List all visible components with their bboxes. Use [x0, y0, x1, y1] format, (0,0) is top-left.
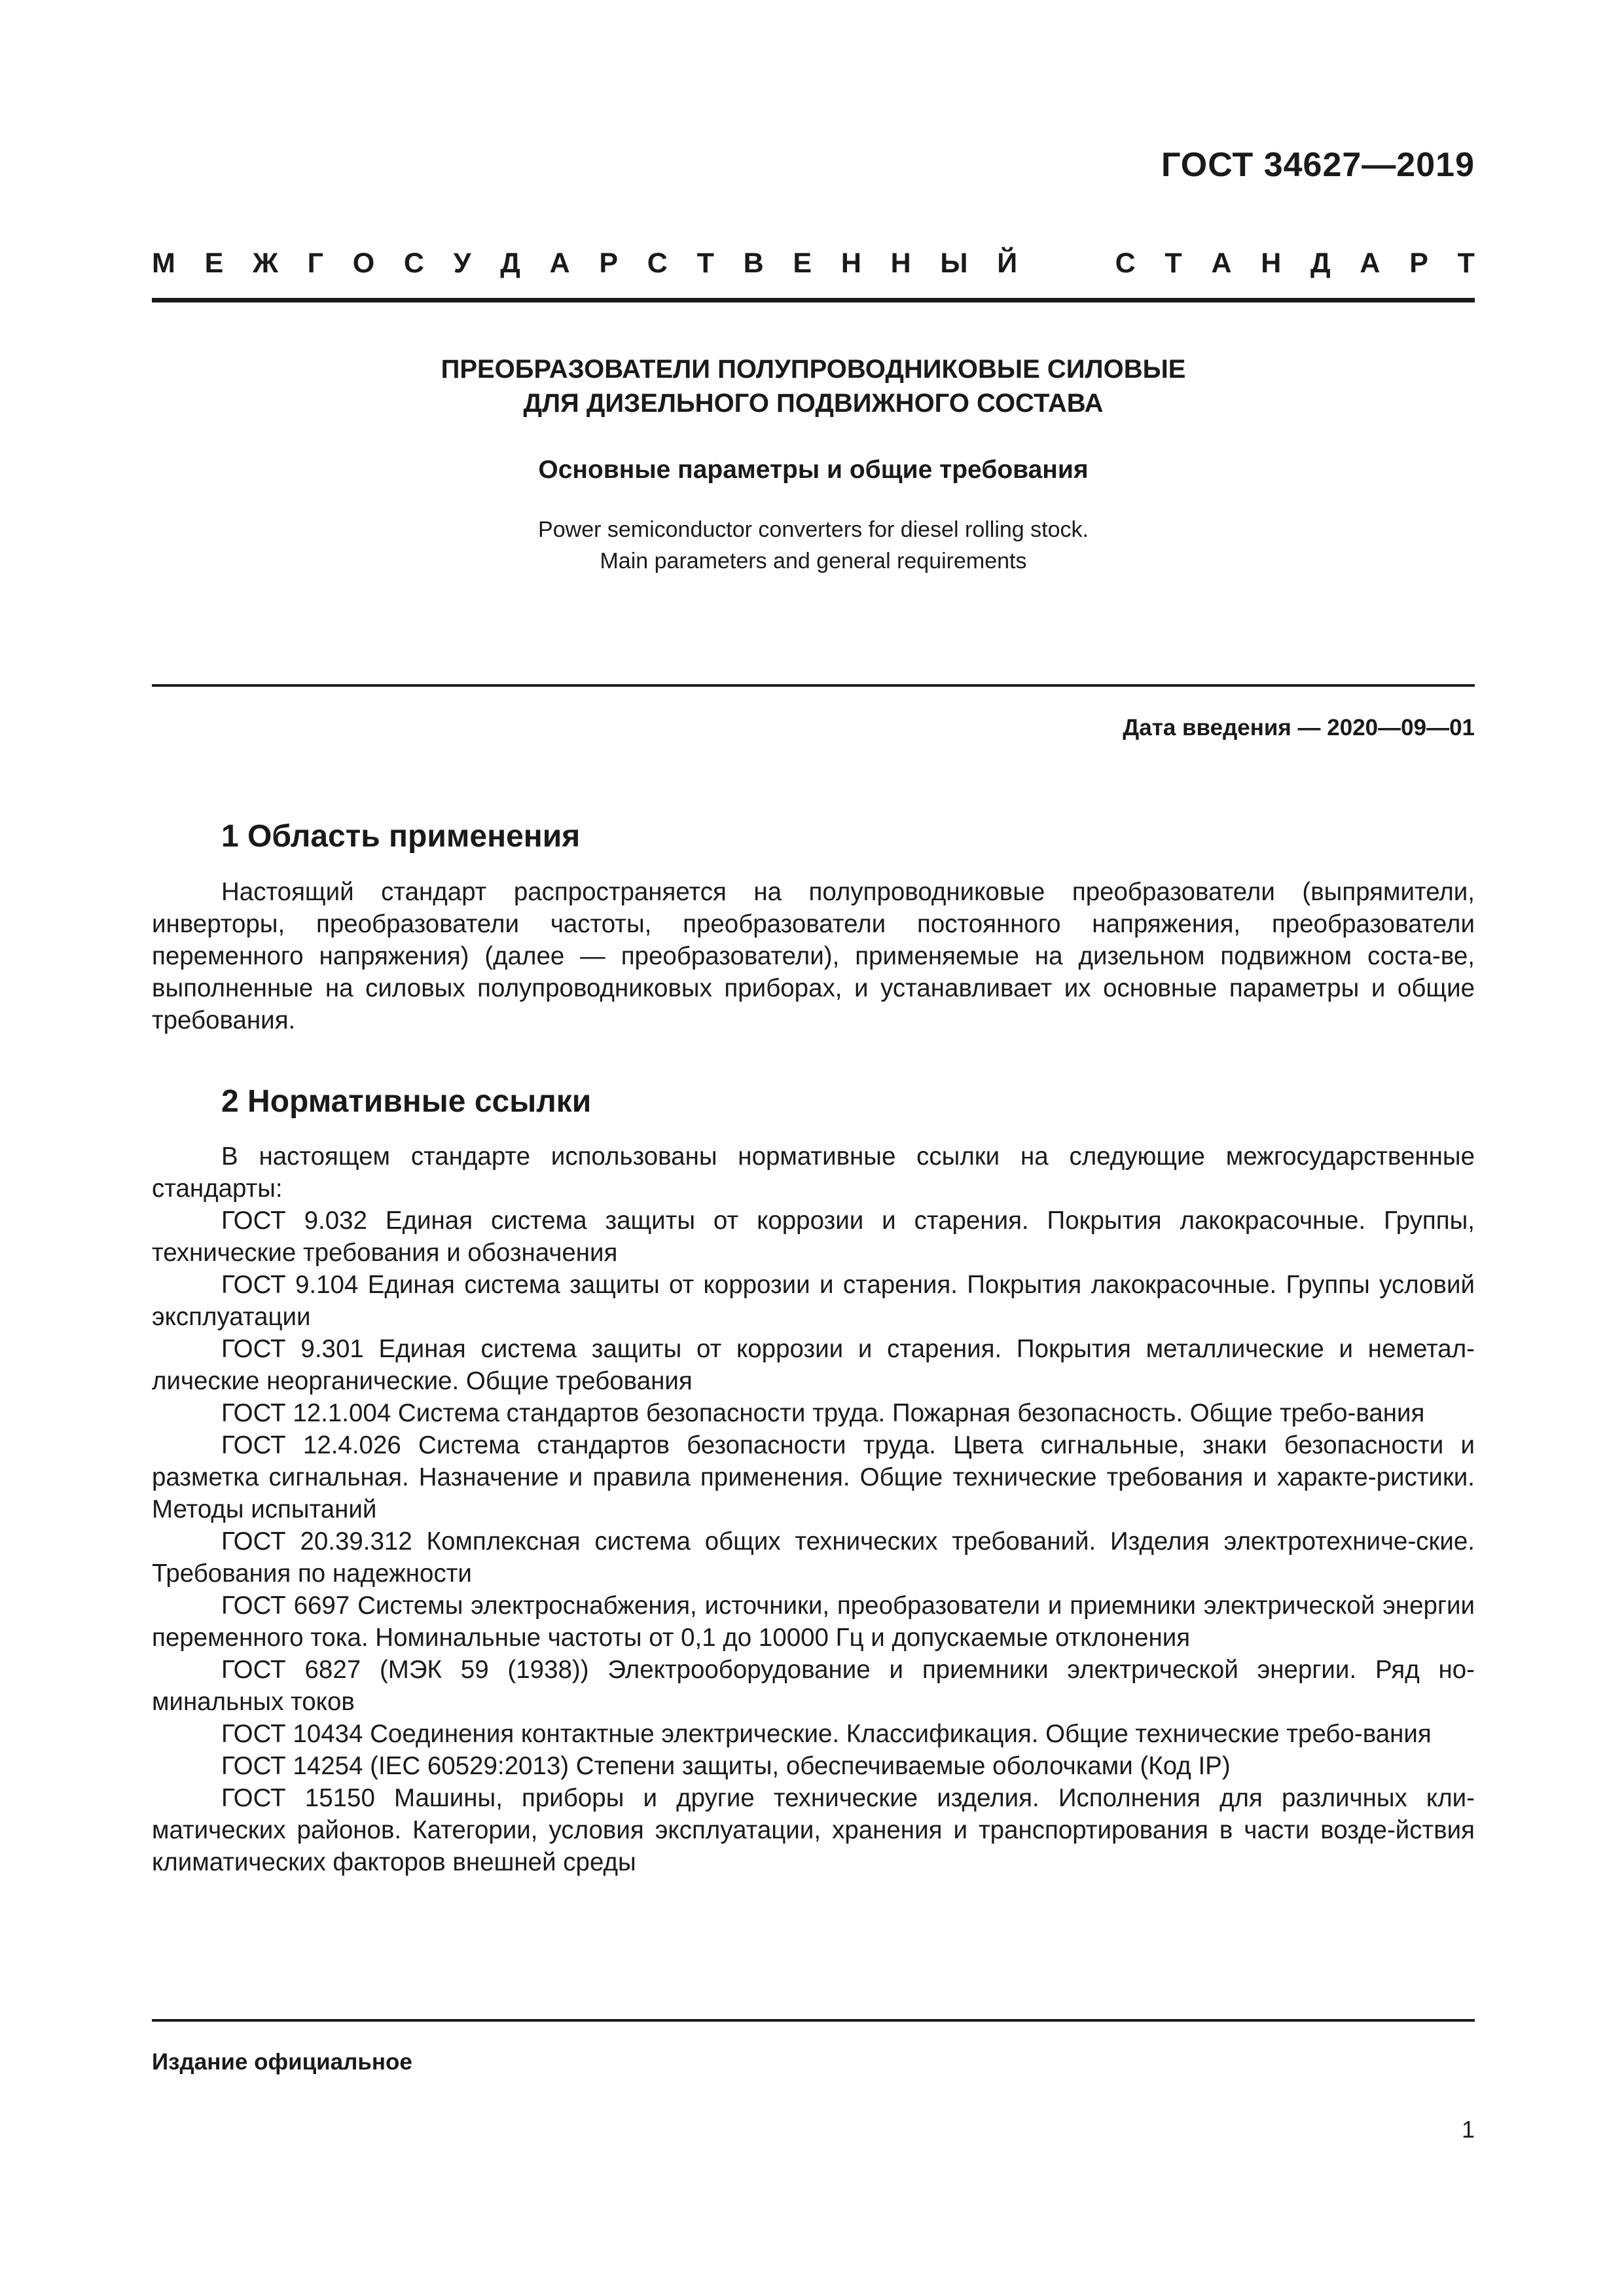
english-title-line-1: Power semiconductor converters for diesel rolling stock. [538, 517, 1089, 542]
reference-item [152, 1590, 1475, 1654]
banner-letter: Е [204, 247, 224, 279]
banner-letter: Р [1409, 247, 1428, 279]
reference-text: ГОСТ 6827 (МЭК 59 (1938)) Электрооборудование и приемники электрической энергии. Ряд но-минальных токов [152, 1656, 1475, 1716]
reference-text: ГОСТ 6697 Системы электроснабжения, источники, преобразователи и приемники электрической энергии переменного тока. Номинальные частоты от 0,1 до 10000 Гц и допускаемые отклонения [152, 1592, 1475, 1652]
banner-letter: Д [500, 247, 520, 279]
banner-letter: Н [840, 247, 861, 279]
banner-letter: А [1360, 247, 1380, 279]
reference-item [152, 1205, 1475, 1269]
page-number: 1 [1461, 2116, 1475, 2143]
reference-item [152, 1654, 1475, 1718]
interstate-standard-banner [152, 247, 1475, 280]
banner-letter: Г [307, 247, 323, 279]
banner-letter: Д [1310, 247, 1331, 279]
banner-letter: О [352, 247, 375, 279]
banner-letter: А [549, 247, 570, 279]
title-line-2: ДЛЯ ДИЗЕЛЬНОГО ПОДВИЖНОГО СОСТАВА [523, 389, 1104, 418]
reference-item [152, 1333, 1475, 1397]
reference-item [152, 1782, 1475, 1878]
banner-letter: Р [599, 247, 619, 279]
banner-letter: С [1115, 247, 1136, 279]
banner-letter: У [453, 247, 471, 279]
reference-text: ГОСТ 12.4.026 Система стандартов безопасности труда. Цвета сигнальные, знаки безопасности и разметка сигнальная. Назначение и правила применения. Общие технические требования и характе-ристики. Методы испытаний [152, 1431, 1475, 1523]
banner-letter: Е [793, 247, 812, 279]
reference-text: ГОСТ 20.39.312 Комплексная система общих технических требований. Изделия электротехниче-ские. Требования по надежности [152, 1527, 1475, 1588]
reference-item [152, 1750, 1475, 1782]
banner-letter: Ы [940, 247, 968, 279]
banner-letter: М [152, 247, 175, 279]
reference-text: ГОСТ 10434 Соединения контактные электрические. Классификация. Общие технические требо-вания [221, 1720, 1432, 1748]
banner-letter: С [647, 247, 668, 279]
section-1-paragraph: Настоящий стандарт распространяется на полупроводниковые преобразователи (выпрямители, инверторы, преобразователи частоты, преобразователи постоянного напряжения, преобразователи переменного напряжения) (далее — преобразователи), применяемые на дизельном подвижном соста-ве, выполненные на силовых полупроводниковых приборах, и устанавливает их основные параметры и общие требования. [152, 878, 1475, 1034]
banner-letter: Т [1457, 247, 1475, 279]
publication-note: Издание официальное [152, 2049, 412, 2075]
reference-item [152, 1429, 1475, 1525]
banner-letter: Т [1164, 247, 1182, 279]
banner-letter: Й [997, 247, 1018, 279]
section-2-heading: 2 Нормативные ссылки [221, 1084, 592, 1119]
banner-letter: Ж [252, 247, 278, 279]
section-2-body [152, 1140, 1475, 1878]
banner-letter: Н [1261, 247, 1282, 279]
footer-divider [152, 2019, 1475, 2022]
banner-letter: В [743, 247, 764, 279]
reference-text: ГОСТ 14254 (IEC 60529:2013) Степени защиты, обеспечиваемые оболочками (Код IP) [221, 1752, 1231, 1780]
document-subtitle: Основные параметры и общие требования [538, 456, 1089, 484]
reference-item [152, 1525, 1475, 1590]
banner-word-gap [1047, 247, 1086, 280]
title-line-1: ПРЕОБРАЗОВАТЕЛИ ПОЛУПРОВОДНИКОВЫЕ СИЛОВЫЕ [441, 355, 1186, 384]
document-number: ГОСТ 34627—2019 [1161, 146, 1475, 184]
banner-letter: А [1211, 247, 1232, 279]
reference-text: ГОСТ 9.032 Единая система защиты от коррозии и старения. Покрытия лакокрасочные. Группы, технические требования и обозначения [152, 1207, 1475, 1267]
banner-letter: С [403, 247, 424, 279]
reference-text: ГОСТ 9.301 Единая система защиты от коррозии и старения. Покрытия металлические и неметал-лические неорганические. Общие требования [152, 1335, 1475, 1395]
reference-text: ГОСТ 12.1.004 Система стандартов безопасности труда. Пожарная безопасность. Общие требо-вания [221, 1399, 1425, 1427]
banner-letter: Т [696, 247, 714, 279]
english-title-line-2: Main parameters and general requirements [600, 549, 1027, 574]
introduction-date: Дата введения — 2020—09—01 [1123, 715, 1475, 740]
section-1-text [152, 876, 1475, 1036]
reference-list [152, 1205, 1475, 1878]
banner-letter: Н [890, 247, 911, 279]
reference-text: ГОСТ 9.104 Единая система защиты от коррозии и старения. Покрытия лакокрасочные. Группы условий эксплуатации [152, 1271, 1475, 1331]
reference-text: ГОСТ 15150 Машины, приборы и другие технические изделия. Исполнения для различных кли-матических районов. Категории, условия эксплуатации, хранения и транспортирования в части возде-йствия климатических факторов внешней среды [152, 1784, 1475, 1876]
header-divider [152, 298, 1475, 302]
section-1-heading: 1 Область применения [221, 819, 581, 854]
title-divider [152, 684, 1475, 687]
section-2-intro: В настоящем стандарте использованы нормативные ссылки на следующие межгосударственные стандарты: [152, 1142, 1475, 1203]
reference-item [152, 1269, 1475, 1333]
reference-item [152, 1718, 1475, 1750]
reference-item [152, 1397, 1475, 1429]
